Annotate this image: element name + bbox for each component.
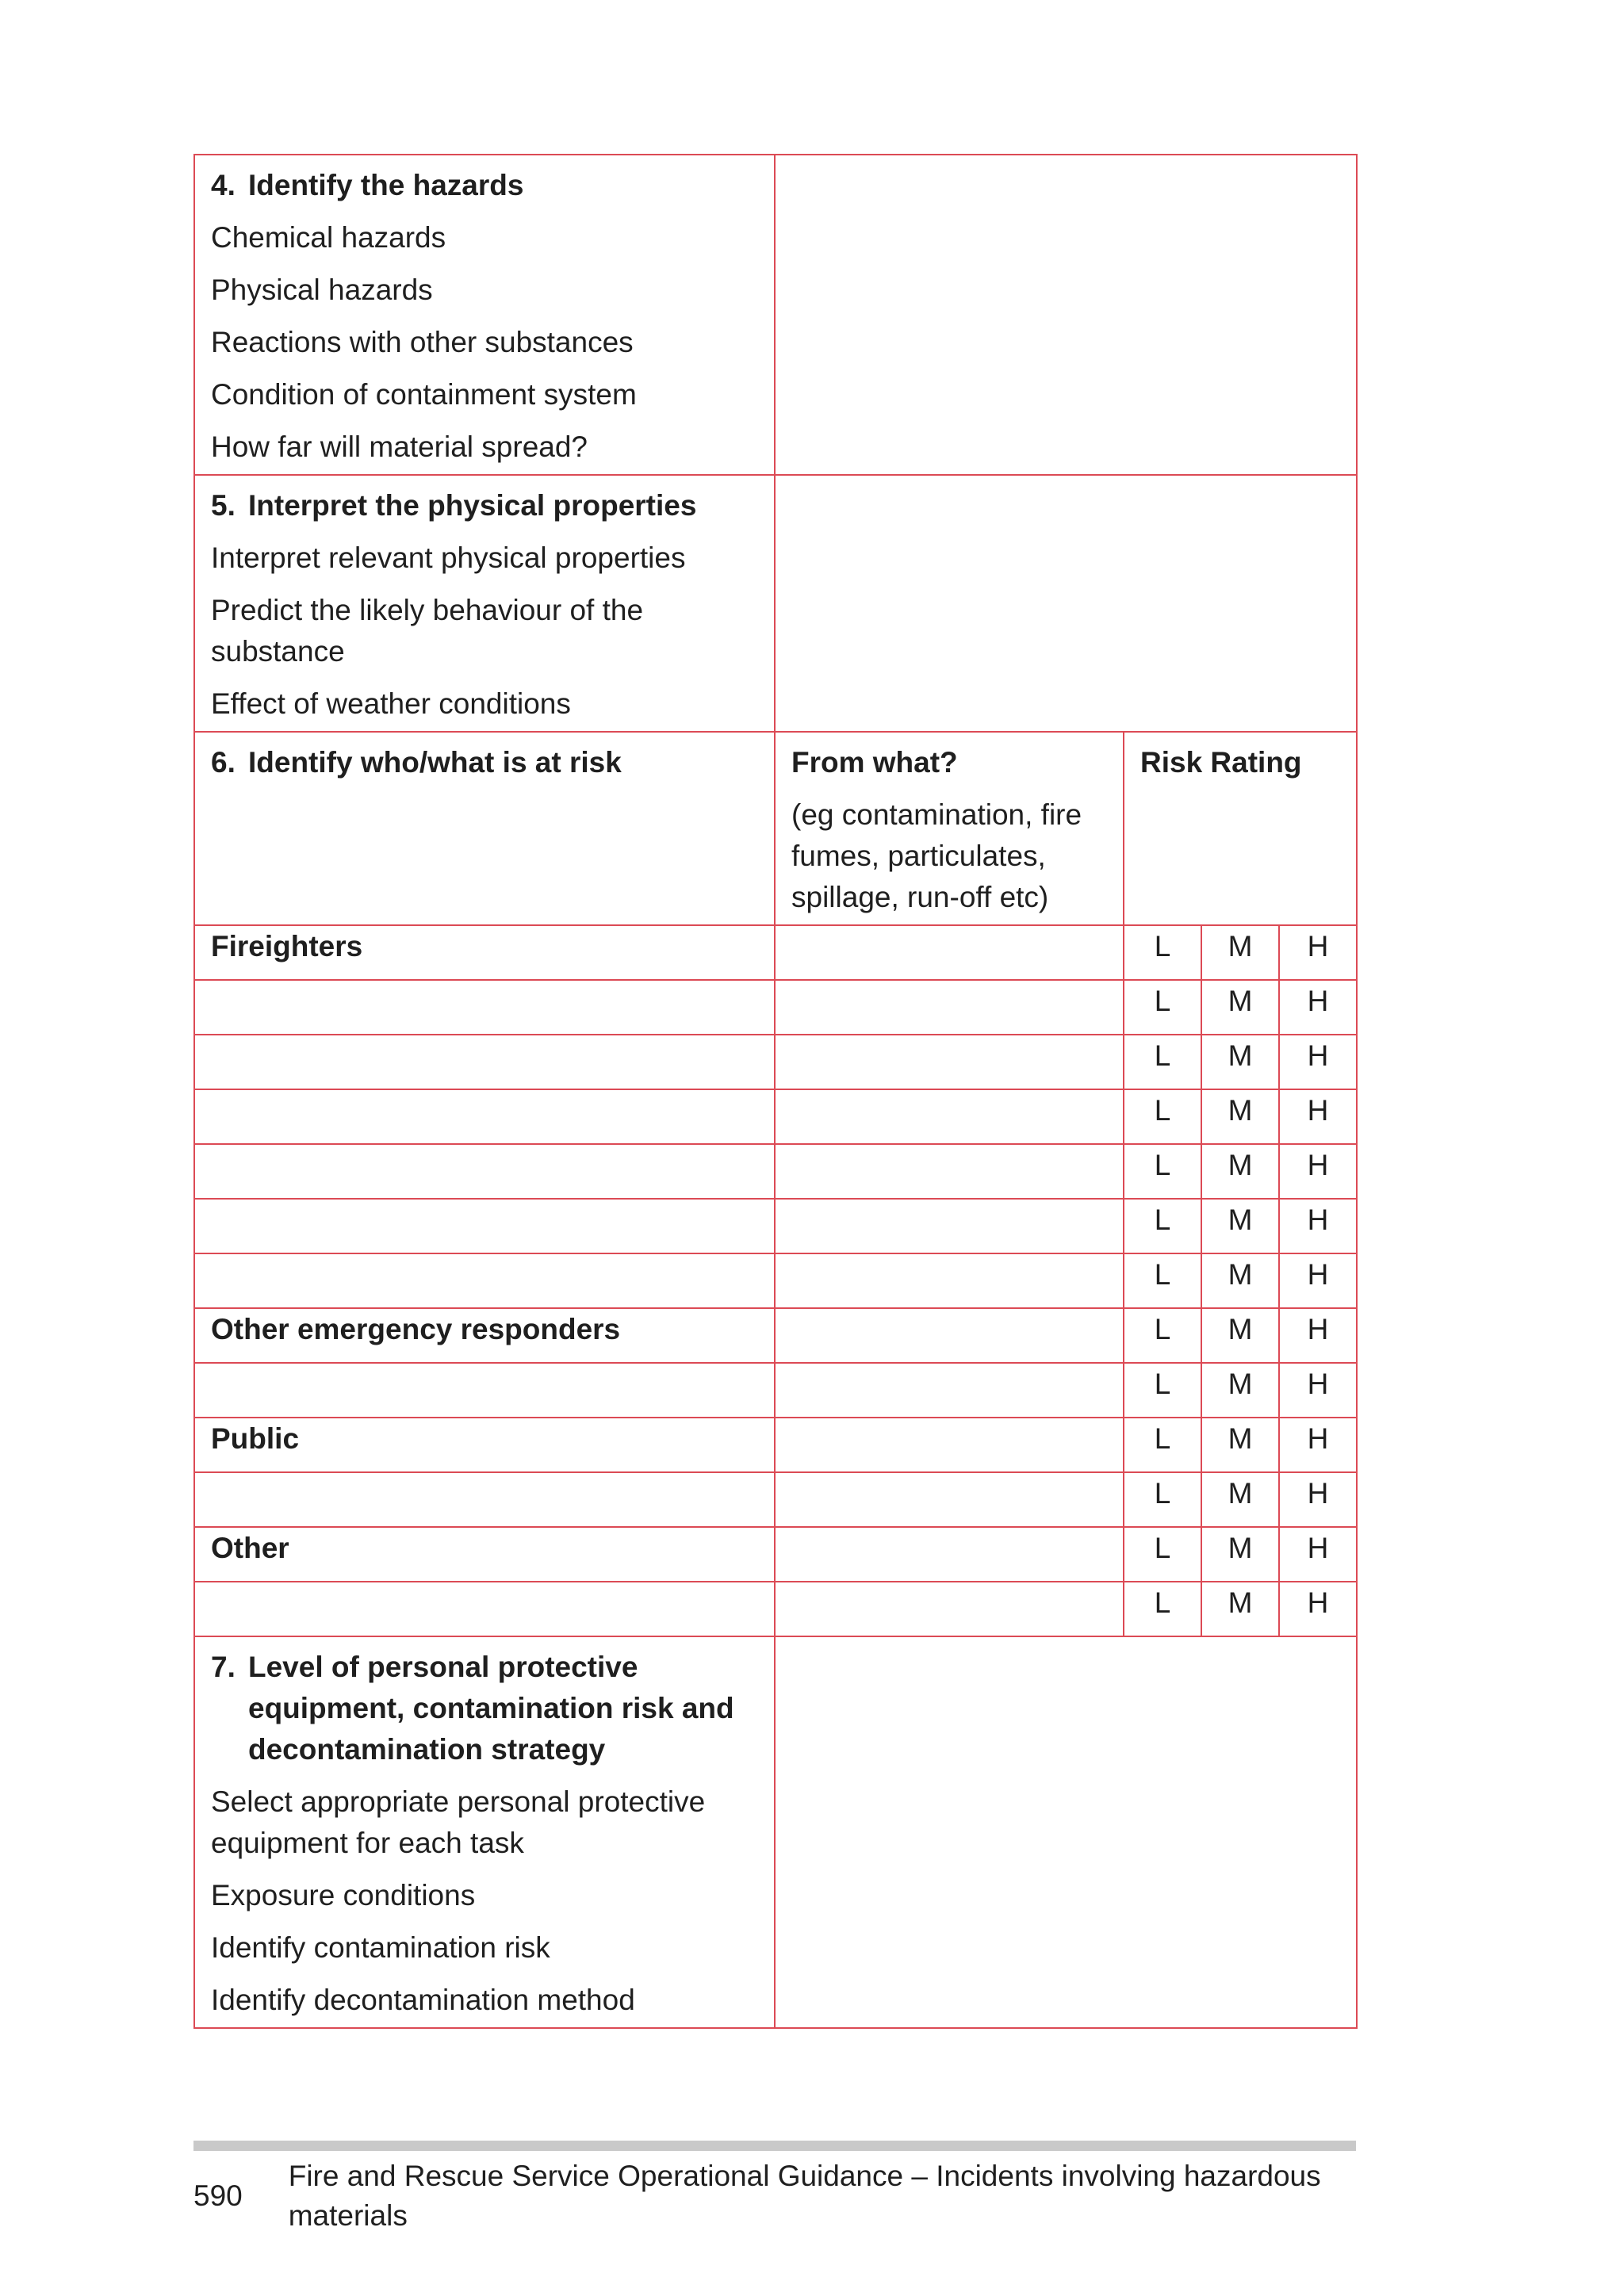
footer-title: Fire and Rescue Service Operational Guidance – Incidents involving hazardous materials [288,2160,1321,2232]
section-7-label-cell [194,1636,775,2028]
risk-who-cell[interactable] [194,1363,775,1418]
risk-from-what-field[interactable] [775,1527,1124,1582]
risk-option-medium[interactable]: M [1201,1144,1279,1199]
section-5-title: Interpret the physical properties [248,489,697,522]
section-4-heading [211,165,758,206]
section-7-item: Exposure conditions [211,1879,476,1911]
risk-who-cell[interactable] [194,1472,775,1527]
risk-row [194,1035,1357,1089]
risk-option-low[interactable]: L [1124,1089,1201,1144]
section-4-item: How far will material spread? [211,430,588,463]
risk-option-low[interactable]: L [1124,1308,1201,1363]
risk-option-low[interactable]: L [1124,1527,1201,1582]
risk-from-what-field[interactable] [775,1582,1124,1636]
risk-category-label: Fireighters [211,930,363,962]
risk-option-medium[interactable]: M [1201,1527,1279,1582]
section-5-row [194,475,1357,732]
risk-from-what-field[interactable] [775,1199,1124,1253]
section-6-number: 6. [211,746,236,779]
risk-who-cell [194,1308,775,1363]
section-7-row [194,1636,1357,2028]
section-4-item: Condition of containment system [211,378,637,411]
section-6-header-row [194,732,1357,925]
risk-option-low[interactable]: L [1124,1472,1201,1527]
risk-option-high[interactable]: H [1279,1199,1357,1253]
risk-option-high[interactable]: H [1279,1363,1357,1418]
risk-row [194,1199,1357,1253]
risk-option-medium[interactable]: M [1201,1089,1279,1144]
risk-from-what-field[interactable] [775,1253,1124,1308]
risk-who-cell[interactable] [194,1089,775,1144]
risk-row [194,1527,1357,1582]
risk-from-what-field[interactable] [775,1308,1124,1363]
section-7-title: Level of personal protective equipment, contamination risk and decontamination strategy [248,1651,734,1766]
section-7-response-field[interactable] [775,1636,1357,2028]
risk-from-what-field[interactable] [775,1418,1124,1472]
section-4-response-field[interactable] [775,155,1357,475]
risk-from-what-field[interactable] [775,1144,1124,1199]
risk-option-high[interactable]: H [1279,1527,1357,1582]
risk-option-medium[interactable]: M [1201,1363,1279,1418]
risk-option-medium[interactable]: M [1201,1253,1279,1308]
page-footer [193,2160,1356,2232]
risk-row [194,1582,1357,1636]
risk-option-high[interactable]: H [1279,1035,1357,1089]
section-5-label-cell [194,475,775,732]
risk-option-medium[interactable]: M [1201,1199,1279,1253]
section-5-item: Effect of weather conditions [211,687,571,720]
risk-category-label: Public [211,1422,300,1455]
section-7-heading [211,1647,758,1770]
section-5-item: Interpret relevant physical properties [211,541,686,574]
risk-row [194,1308,1357,1363]
risk-row [194,1472,1357,1527]
risk-option-high[interactable]: H [1279,1089,1357,1144]
risk-option-low[interactable]: L [1124,1418,1201,1472]
risk-option-medium[interactable]: M [1201,1035,1279,1089]
section-6-heading [211,742,758,783]
risk-row [194,980,1357,1035]
risk-row [194,1144,1357,1199]
section-4-title: Identify the hazards [248,169,524,201]
risk-option-low[interactable]: L [1124,1582,1201,1636]
section-7-item: Identify decontamination method [211,1984,635,2016]
section-4-label-cell [194,155,775,475]
section-5-item: Predict the likely behaviour of the substance [211,594,644,668]
risk-option-low[interactable]: L [1124,1363,1201,1418]
risk-option-medium[interactable]: M [1201,1582,1279,1636]
page-number: 590 [193,2179,243,2212]
risk-who-cell[interactable] [194,1253,775,1308]
section-7-item: Identify contamination risk [211,1931,550,1964]
risk-option-medium[interactable]: M [1201,1308,1279,1363]
section-5-number: 5. [211,489,236,522]
risk-option-low[interactable]: L [1124,1144,1201,1199]
section-4-number: 4. [211,169,236,201]
section-7-number: 7. [211,1651,236,1683]
risk-option-high[interactable]: H [1279,1253,1357,1308]
risk-option-high[interactable]: H [1279,1308,1357,1363]
section-6-label-cell [194,732,775,925]
risk-from-what-field[interactable] [775,1035,1124,1089]
risk-from-what-field[interactable] [775,1472,1124,1527]
risk-option-medium[interactable]: M [1201,1418,1279,1472]
section-7-item: Select appropriate personal protective equipment for each task [211,1785,706,1859]
section-4-row [194,155,1357,475]
risk-rating-title: Risk Rating [1140,746,1302,779]
risk-from-what-field[interactable] [775,1363,1124,1418]
risk-option-medium[interactable]: M [1201,1472,1279,1527]
risk-rows [194,925,1357,1636]
risk-who-cell [194,1418,775,1472]
risk-row [194,925,1357,980]
risk-from-what-field[interactable] [775,980,1124,1035]
risk-option-high[interactable]: H [1279,1582,1357,1636]
risk-who-cell[interactable] [194,1035,775,1089]
risk-option-low[interactable]: L [1124,1035,1201,1089]
risk-category-label: Other emergency responders [211,1313,621,1345]
risk-option-medium[interactable]: M [1201,925,1279,980]
from-what-title: From what? [791,746,958,779]
risk-row [194,1363,1357,1418]
risk-option-high[interactable]: H [1279,925,1357,980]
risk-option-low[interactable]: L [1124,1253,1201,1308]
risk-who-cell[interactable] [194,1144,775,1199]
section-5-response-field[interactable] [775,475,1357,732]
risk-row [194,1089,1357,1144]
risk-option-low[interactable]: L [1124,980,1201,1035]
risk-from-what-field[interactable] [775,1089,1124,1144]
risk-option-low[interactable]: L [1124,1199,1201,1253]
from-what-header [775,732,1124,925]
risk-row [194,1253,1357,1308]
risk-who-cell[interactable] [194,1199,775,1253]
from-what-note: (eg contamination, fire fumes, particulates, spillage, run-off etc) [791,798,1082,913]
section-4-item: Chemical hazards [211,221,446,254]
risk-who-cell[interactable] [194,980,775,1035]
section-6-title: Identify who/what is at risk [248,746,622,779]
section-5-heading [211,485,758,526]
risk-option-high[interactable]: H [1279,1418,1357,1472]
risk-option-high[interactable]: H [1279,1144,1357,1199]
hazard-assessment-form [193,154,1358,2029]
risk-option-high[interactable]: H [1279,1472,1357,1527]
section-4-item: Physical hazards [211,274,433,306]
risk-category-label: Other [211,1532,289,1564]
risk-option-high[interactable]: H [1279,980,1357,1035]
risk-option-low[interactable]: L [1124,925,1201,980]
section-4-item: Reactions with other substances [211,326,634,358]
risk-who-cell[interactable] [194,1582,775,1636]
risk-who-cell [194,925,775,980]
risk-rating-header [1124,732,1357,925]
risk-row [194,1418,1357,1472]
risk-from-what-field[interactable] [775,925,1124,980]
risk-option-medium[interactable]: M [1201,980,1279,1035]
risk-who-cell [194,1527,775,1582]
footer-rule [193,2141,1356,2151]
